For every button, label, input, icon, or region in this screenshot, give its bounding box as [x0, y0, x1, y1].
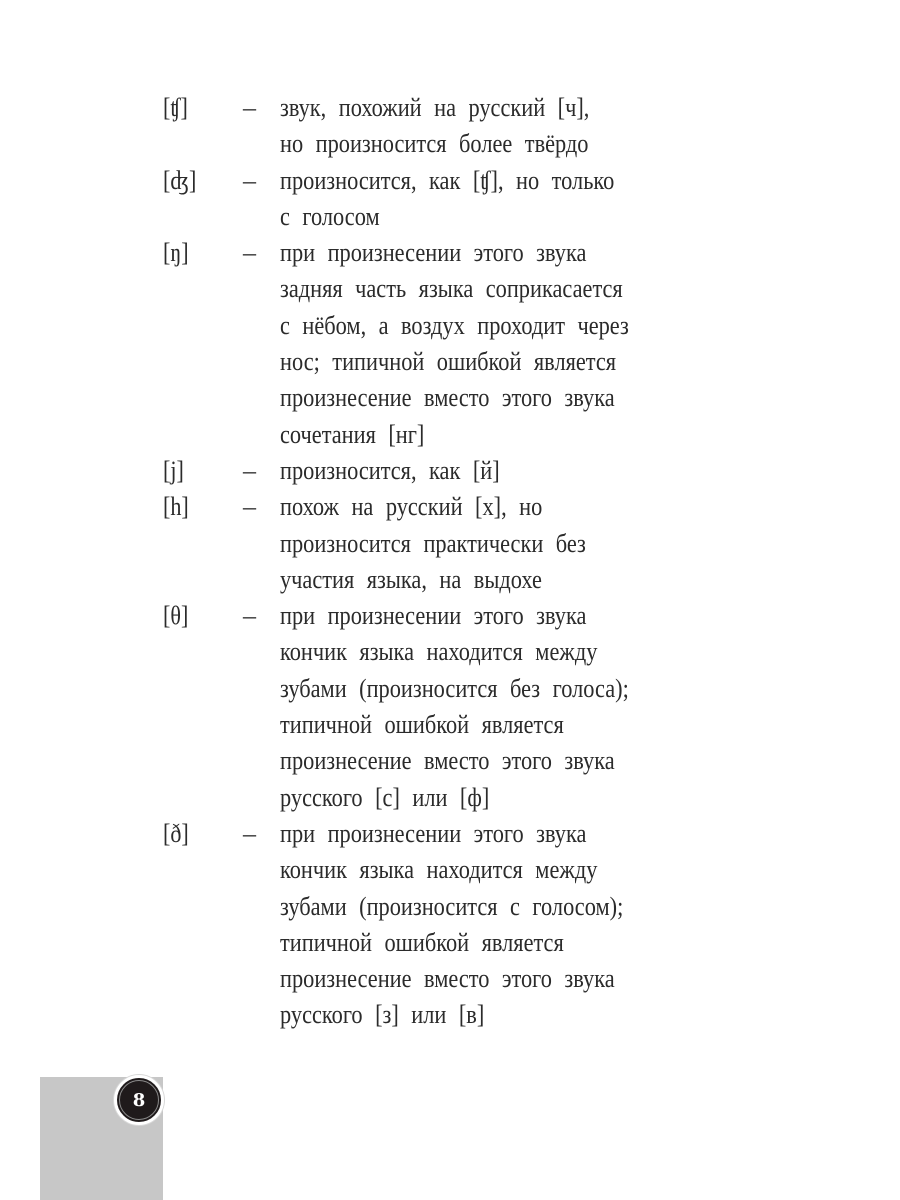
description-line: русского [с] или [ф] — [280, 782, 490, 812]
entry-line — [163, 199, 763, 235]
description-line: кончик языка находится между — [280, 637, 598, 667]
description-line: нос; типичной ошибкой является — [280, 347, 617, 377]
dash-separator: – — [243, 818, 256, 848]
phonetic-symbol: [ʧ] — [163, 93, 188, 122]
entry-line — [163, 889, 763, 925]
entry-line — [163, 598, 763, 634]
entry-line — [163, 380, 763, 416]
description-line: звук, похожий на русский [ч], — [280, 93, 590, 122]
phonetic-symbol: [θ] — [163, 601, 189, 631]
entry-line — [163, 344, 763, 380]
entry-line — [163, 308, 763, 344]
description-line: похож на русский [х], но — [280, 492, 543, 522]
description-line: кончик языка находится между — [280, 855, 598, 885]
description-line: с нёбом, а воздух проходит через — [280, 310, 629, 340]
description-line: русского [з] или [в] — [280, 1000, 485, 1030]
entry-line — [163, 961, 763, 997]
entry-line — [163, 634, 763, 670]
dash-separator: – — [243, 492, 256, 522]
dash-separator: – — [243, 238, 256, 268]
entry-line — [163, 562, 763, 598]
entry-line — [163, 671, 763, 707]
entry-line — [163, 453, 763, 489]
entry-line — [163, 163, 763, 199]
entry-line — [163, 235, 763, 271]
description-line: участия языка, на выдохе — [280, 564, 542, 594]
glossary-entry-eng — [163, 235, 763, 453]
entry-line — [163, 526, 763, 562]
description-line: задняя часть языка соприкасается — [280, 274, 623, 304]
phonetic-symbol: [ʤ] — [163, 165, 197, 195]
entry-line — [163, 126, 763, 162]
glossary-entry-dzh — [163, 163, 763, 236]
description-line: произнесение вместо этого звука — [280, 746, 615, 776]
entry-line — [163, 707, 763, 743]
description-line: с голосом — [280, 201, 380, 231]
entry-line — [163, 852, 763, 888]
page-number-badge — [114, 1075, 164, 1125]
description-line: при произнесении этого звука — [280, 238, 587, 268]
phonetic-symbol: [ŋ] — [163, 238, 189, 268]
entry-line — [163, 997, 763, 1033]
phonetic-symbol: [ð] — [163, 818, 189, 848]
dash-separator: – — [243, 455, 256, 485]
phonetic-glossary — [163, 90, 763, 1034]
description-line: произнесение вместо этого звука — [280, 383, 615, 413]
description-line: типичной ошибкой является — [280, 710, 564, 740]
description-line: произносится, как [й] — [280, 455, 500, 485]
description-line: произносится, как [ʧ], но только — [280, 165, 615, 195]
description-line: при произнесении этого звука — [280, 818, 587, 848]
description-line: зубами (произносится без голоса); — [280, 673, 629, 703]
page-number: 8 — [132, 1089, 146, 1111]
entry-line — [163, 271, 763, 307]
glossary-entry-j — [163, 453, 763, 489]
phonetic-symbol: [j] — [163, 455, 184, 485]
entry-line — [163, 780, 763, 816]
description-line: но произносится более твёрдо — [280, 129, 589, 159]
entry-line — [163, 417, 763, 453]
description-line: зубами (произносится с голосом); — [280, 891, 624, 921]
description-line: типичной ошибкой является — [280, 927, 564, 957]
description-line: при произнесении этого звука — [280, 601, 587, 631]
phonetic-symbol: [h] — [163, 492, 189, 522]
entry-line — [163, 925, 763, 961]
entry-line — [163, 90, 763, 126]
glossary-entry-tsh — [163, 90, 763, 163]
dash-separator: – — [243, 165, 256, 195]
entry-line — [163, 816, 763, 852]
entry-line — [163, 489, 763, 525]
dash-separator: – — [243, 93, 256, 122]
dash-separator: – — [243, 601, 256, 631]
glossary-entry-theta — [163, 598, 763, 816]
entry-line — [163, 743, 763, 779]
description-line: сочетания [нг] — [280, 419, 425, 449]
description-line: произносится практически без — [280, 528, 586, 558]
glossary-entry-eth — [163, 816, 763, 1034]
description-line: произнесение вместо этого звука — [280, 964, 615, 994]
glossary-entry-h — [163, 489, 763, 598]
